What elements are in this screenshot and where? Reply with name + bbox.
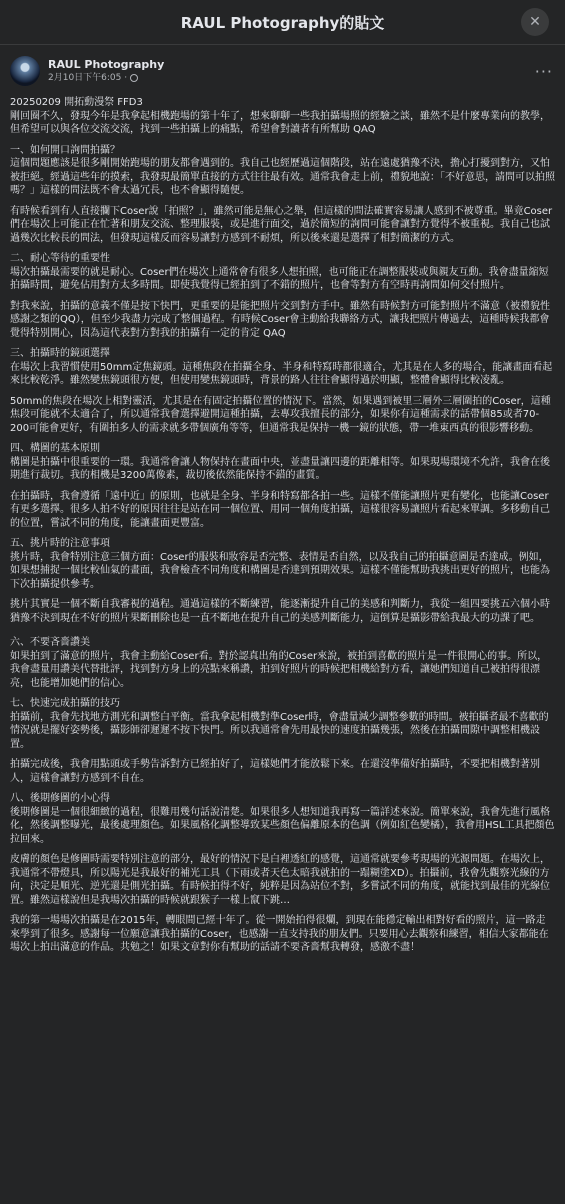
- section-paragraph: 構圖是拍攝中很重要的一環。我通常會讓人物保持在畫面中央，並盡量讓四邊的距離相等。如果現場環境不允許，我會在後期進行裁切。我的相機是3200萬像素，裁切後依然能保持不錯的畫質。: [10, 456, 550, 481]
- dialog-header: [0, 0, 565, 45]
- section-paragraph: 這個問題應該是很多剛開始跑場的朋友都會遇到的。我自己也經歷過這個階段，站在遠處猶豫不決，擔心打擾到對方，又怕被拒絕。經過這些年的摸索，我發現最簡單直接的方式往往最有效。通常我會走上前，禮貌地說：「不好意思，請問可以拍照嗎？」這樣的問法既不會太過冗長，也不會顯得隨便。: [10, 158, 555, 196]
- author-block: [48, 58, 533, 84]
- close-icon: ✕: [529, 14, 541, 30]
- post-date[interactable]: 2月10日下午6:05 ·: [48, 73, 128, 83]
- section-paragraph: 拍攝完成後，我會用點頭或手勢告訴對方已經拍好了，這樣她們才能放鬆下來。在還沒準備好拍攝時，不要把相機對著別人，這樣會讓對方感到不自在。: [10, 759, 540, 784]
- section-heading-6: 六、不要吝嗇讚美: [10, 637, 90, 648]
- dialog-title: RAUL Photography的貼文: [180, 13, 385, 32]
- section-heading-5: 五、挑片時的注意事項: [10, 538, 110, 549]
- section-paragraph: 挑片時，我會特別注意三個方面：Coser的服裝和妝容是否完整、表情是否自然，以及我自己的拍攝意圖是否達成。例如，如果想捕捉一個比較仙氣的畫面，我會檢查不同角度和構圖是否達到預期效果。這樣不僅能幫助我挑出更好的照片，也能為下次拍攝提供參考。: [10, 551, 550, 590]
- section-heading-3: 三、拍攝時的鏡頭選擇: [10, 348, 110, 359]
- closing-paragraph: 我的第一場場次拍攝是在2015年，轉眼間已經十年了。從一開始拍得很爛，到現在能穩定輸出相對好看的照片，這一路走來學到了很多。感謝每一位願意讓我拍攝的Coser，也感謝一直支持我的朋友們。只要用心去觀察和練習，相信大家都能在場次上拍出滿意的作品。共勉之！如果文章對你有幫助的話請不要吝嗇幫我轉發，感激不盡！: [10, 915, 549, 953]
- section-paragraph: 有時候看到有人直接攔下Coser說「拍照？」，雖然可能是無心之舉，但這樣的問法確實容易讓人感到不被尊重。畢竟Coser們在場次上可能正在忙著和朋友交流、整理服裝，或是進行面交，過於簡短的詢問可能會讓對方覺得不被重視。我自己也試過幾次比較長的問法，但發現這樣反而容易讓對方感到不耐煩，所以後來還是選擇了相對簡潔的方式。: [10, 205, 553, 244]
- post-header: [0, 45, 565, 89]
- section-paragraph: 如果拍到了滿意的照片，我會主動給Coser看。對於認真出角的Coser來說，被拍到喜歡的照片是一件很開心的事。所以，我會盡量用讚美代替批評，找到對方身上的亮點來稱讚，拍到好照片的時候把相機給對方看，讓她們知道自己被拍得很漂亮，也能增加她們的信心。: [10, 650, 548, 689]
- section-heading-1: 一、如何開口詢問拍攝？: [10, 144, 120, 156]
- intro-paragraph: 剛回圈不久，發現今年是我拿起相機跑場的第十年了，想來聊聊一些我拍攝場照的經驗之談，雖然不是什麼專業向的教學，但希望可以與各位交流交流，找到一些拍攝上的痛點，希望會對讀者有所幫助 QAQ: [10, 110, 550, 135]
- more-options-button[interactable]: [533, 62, 555, 81]
- section-paragraph: 拍攝前，我會先找地方測光和調整白平衡。當我拿起相機對準Coser時，會盡量減少調整參數的時間。被拍攝者最不喜歡的情況就是擺好姿勢後，攝影師卻遲遲不按下快門。所以我通常會先用最快的速度拍攝幾張，然後在拍攝間隙中調整相機設置。: [10, 711, 549, 750]
- section-paragraph: 在場次上我習慣使用50mm定焦鏡頭。這種焦段在拍攝全身、半身和特寫時都很適合，尤其是在人多的場合，能讓畫面看起來比較乾淨。雖然變焦鏡頭很方便，但使用變焦鏡頭時，背景的路人往往會顯得過於明顯，整體會顯得比較凌亂。: [10, 361, 553, 386]
- post-body: [0, 89, 565, 955]
- section-heading-8: 八、後期修圖的小心得: [10, 793, 110, 804]
- section-heading-2: 二、耐心等待的重要性: [10, 253, 110, 264]
- avatar[interactable]: [10, 56, 40, 86]
- more-horizontal-icon: ···: [534, 61, 553, 81]
- section-paragraph: 皮膚的顏色是修圖時需要特別注意的部分，最好的情況下是白裡透紅的感覺，這通常就要參考現場的光源問題。在場次上，我通常不帶燈具，所以陽光是我最好的補光工具（下雨或者天色太暗我就拍的一蹋糊塗XD）。拍攝前，我會先觀察光線的方向，決定是順光、逆光還是側光拍攝。有時候拍得不好，純粹是因為站位不對，多嘗試不同的角度，就能找到最佳的光線位置。雖然這樣說但是我場次拍攝的時候就跟猴子一樣上竄下跳…: [10, 854, 550, 906]
- section-paragraph: 50mm的焦段在場次上相對靈活，尤其是在有固定拍攝位置的情況下。當然，如果遇到被里三層外三層圍拍的Coser，這種焦段可能就不太適合了，所以通常我會選擇避開這種拍攝，去專攻我擅長的部分，如果你有這種需求的話帶個85或者70-200可能會更好，有圍拍多人的需求就多帶個廣角等等，但通常我是保持一機一鏡的狀態，帶一堆東西真的很影響移動。: [10, 395, 551, 434]
- section-paragraph: 對我來說，拍攝的意義不僅是按下快門，更重要的是能把照片交到對方手中。雖然有時候對方可能對照片不滿意（被禮貌性感謝之類的QQ），但至少我盡力完成了整個過程。有時候Coser會主動給我聯絡方式，讓我把照片傳過去，這種時候我都會覺得特別開心，因為這代表對方對我的拍攝有一定的肯定 QAQ: [10, 300, 550, 339]
- section-paragraph: 挑片其實是一個不斷自我審視的過程。通過這樣的不斷練習，能逐漸提升自己的美感和判斷力，我從一組四要挑五六個小時猶豫不決到現在不好的照片果斷刪除也是一直不斷地在提升自己的美感判斷能力，這倒算是攝影帶給我最大的功課了吧。: [10, 599, 550, 624]
- close-button[interactable]: [521, 8, 549, 36]
- section-paragraph: 後期修圖是一個很細緻的過程，很難用幾句話說清楚。如果很多人想知道我再寫一篇詳述來說。簡單來說，我會先進行風格化，然後調整曝光，最後處理顏色。如果風格化調整導致某些顏色偏離原本的色調（例如紅色變橘），我會用HSL工具把顏色拉回來。: [10, 806, 555, 845]
- post-meta: [48, 72, 533, 84]
- section-paragraph: 場次拍攝最需要的就是耐心。Coser們在場次上通常會有很多人想拍照，也可能正在調整服裝或與親友互動。我會盡量縮短拍攝時間，避免佔用對方太多時間。即使我覺得已經拍到了不錯的照片，也會等對方有空時再詢問如何交付照片。: [10, 266, 549, 291]
- section-paragraph: 在拍攝時，我會遵循「遠中近」的原則，也就是全身、半身和特寫都各拍一些。這樣不僅能讓照片更有變化，也能讓Coser有更多選擇。很多人拍不好的原因往往是站在同一個位置、用同一個角度拍攝，這樣很容易讓照片看起來單調。多移動自己的位置，嘗試不同的角度，能讓畫面更豐富。: [10, 490, 550, 529]
- author-name[interactable]: RAUL Photography: [48, 58, 165, 71]
- globe-icon: [130, 74, 138, 82]
- section-heading-7: 七、快速完成拍攝的技巧: [10, 698, 120, 709]
- section-heading-4: 四、構圖的基本原則: [10, 443, 100, 454]
- post-heading: 20250209 開拓動漫祭 FFD3: [10, 97, 143, 108]
